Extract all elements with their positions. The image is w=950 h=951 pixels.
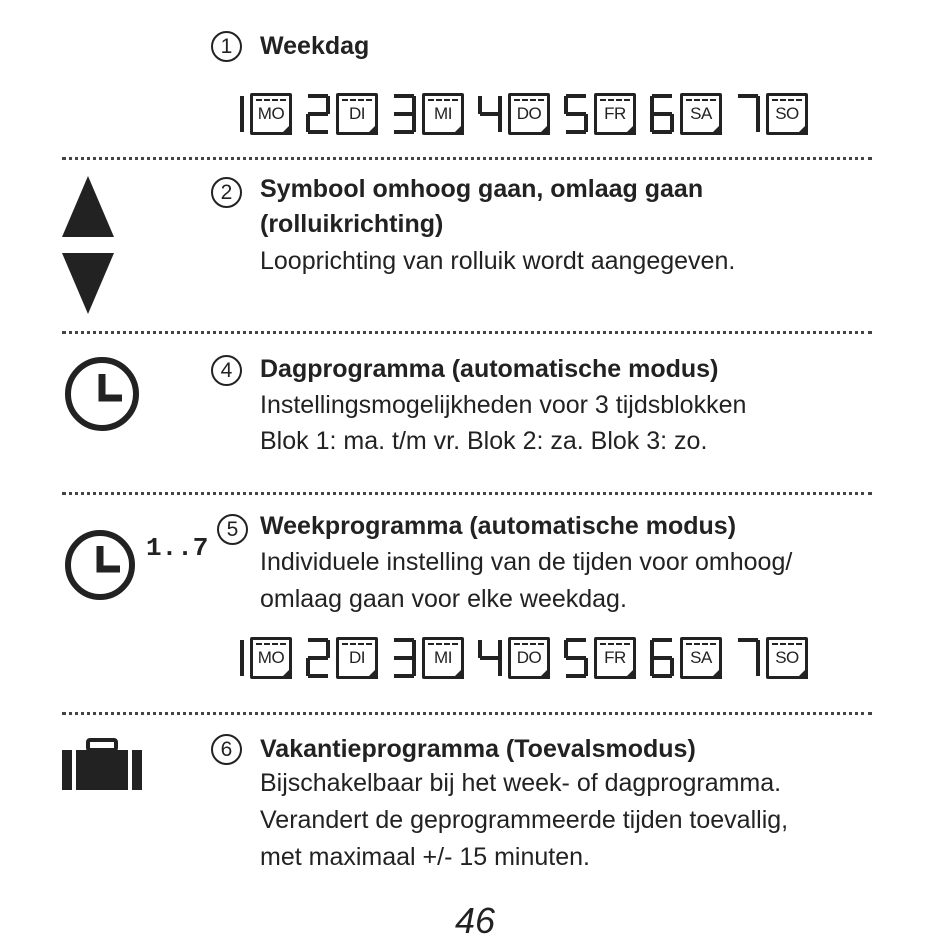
day-number-glyph (650, 638, 674, 678)
dayprogram-title: Dagprogramma (automatische modus) (260, 355, 719, 383)
day-number (736, 638, 760, 678)
weekday-item (564, 93, 636, 135)
weekday-item (392, 93, 464, 135)
day-number (564, 638, 588, 678)
day-number (306, 638, 330, 678)
item-number-1: 1 (211, 31, 242, 62)
day-number (564, 94, 588, 134)
weekday-item (478, 637, 550, 679)
clock-icon (64, 356, 144, 436)
day-number (220, 94, 244, 134)
vacation-title: Vakantieprogramma (Toevalsmodus) (260, 735, 696, 763)
calendar-day-icon: SA (680, 93, 722, 135)
calendar-day-icon: SO (766, 93, 808, 135)
separator (62, 712, 872, 715)
weekday-item (736, 637, 808, 679)
item-number-4: 4 (211, 355, 242, 386)
weekday-row-1 (220, 88, 875, 140)
day-number (220, 638, 244, 678)
calendar-day-icon: MO (250, 637, 292, 679)
day-number-glyph (564, 638, 588, 678)
day-number-glyph (306, 638, 330, 678)
range-label: 1..7 (146, 533, 209, 563)
day-number-glyph (220, 94, 244, 134)
calendar-day-icon: MO (250, 93, 292, 135)
day-number-glyph (392, 638, 416, 678)
calendar-day-icon: DI (336, 637, 378, 679)
weekday-item (478, 93, 550, 135)
clock-week-icon (64, 525, 209, 605)
day-number-glyph (220, 638, 244, 678)
weekprogram-text-2: omlaag gaan voor elke weekdag. (260, 585, 627, 613)
day-number (392, 638, 416, 678)
day-number-glyph (478, 638, 502, 678)
calendar-day-icon: MI (422, 637, 464, 679)
direction-text: Looprichting van rolluik wordt aangegeven. (260, 247, 736, 275)
day-number-glyph (306, 94, 330, 134)
weekday-item (392, 637, 464, 679)
direction-title-line2: (rolluikrichting) (260, 210, 444, 238)
weekday-item (220, 93, 292, 135)
day-number-glyph (650, 94, 674, 134)
weekday-item (306, 93, 378, 135)
day-number (306, 94, 330, 134)
weekday-item (650, 637, 722, 679)
calendar-day-icon: FR (594, 637, 636, 679)
day-number (650, 94, 674, 134)
day-number-glyph (478, 94, 502, 134)
vacation-text-2: Verandert de geprogrammeerde tijden toevallig, (260, 806, 789, 834)
suitcase-icon (62, 738, 142, 792)
separator (62, 331, 872, 334)
day-number (736, 94, 760, 134)
page-number: 46 (454, 900, 496, 941)
weekday-item (650, 93, 722, 135)
item-number-2: 2 (211, 177, 242, 208)
calendar-day-icon: MI (422, 93, 464, 135)
weekprogram-title: Weekprogramma (automatische modus) (260, 512, 737, 540)
weekday-item (306, 637, 378, 679)
day-number-glyph (736, 94, 760, 134)
item-number-6: 6 (211, 734, 242, 765)
day-number (650, 638, 674, 678)
weekday-title: Weekdag (260, 32, 370, 60)
up-down-triangle-icon (62, 176, 114, 316)
calendar-day-icon: DO (508, 637, 550, 679)
day-number (478, 638, 502, 678)
dayprogram-text-1: Instellingsmogelijkheden voor 3 tijdsblokken (260, 391, 747, 419)
item-number-5: 5 (217, 514, 248, 545)
weekday-row-2 (220, 632, 875, 684)
day-number (478, 94, 502, 134)
day-number-glyph (392, 94, 416, 134)
day-number-glyph (736, 638, 760, 678)
day-number (392, 94, 416, 134)
calendar-day-icon: FR (594, 93, 636, 135)
separator (62, 492, 872, 495)
weekday-item (220, 637, 292, 679)
calendar-day-icon: DO (508, 93, 550, 135)
day-number-glyph (564, 94, 588, 134)
calendar-day-icon: DI (336, 93, 378, 135)
direction-title-line1: Symbool omhoog gaan, omlaag gaan (260, 175, 704, 203)
dayprogram-text-2: Blok 1: ma. t/m vr. Blok 2: za. Blok 3: zo. (260, 427, 708, 455)
calendar-day-icon: SA (680, 637, 722, 679)
vacation-text-1: Bijschakelbaar bij het week- of dagprogramma. (260, 769, 782, 797)
separator (62, 157, 872, 160)
vacation-text-3: met maximaal +/- 15 minuten. (260, 843, 590, 871)
weekprogram-text-1: Individuele instelling van de tijden voor omhoog/ (260, 548, 793, 576)
weekday-item (564, 637, 636, 679)
calendar-day-icon: SO (766, 637, 808, 679)
weekday-item (736, 93, 808, 135)
